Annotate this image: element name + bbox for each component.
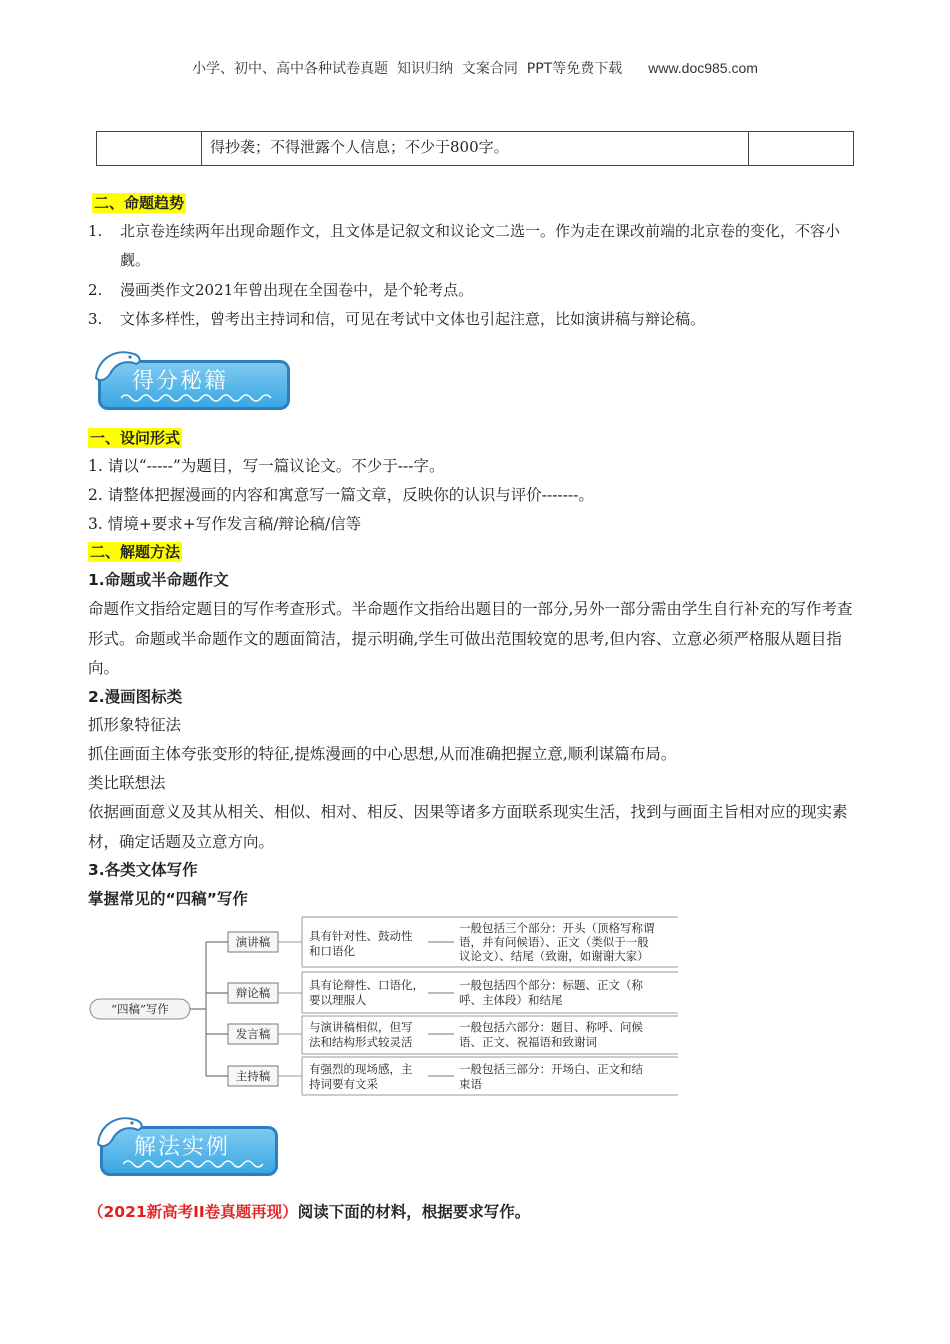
- list-item: 1. 北京卷连续两年出现命题作文，且文体是记叙文和议论文二选一。作为走在课改前端的北京卷的变化，不容小觑。: [88, 222, 841, 269]
- table-cell-empty-right: [749, 132, 854, 166]
- subheading-3-sub: 掌握常见的“四稿”写作: [88, 890, 248, 908]
- diagram-row-feature: 法和结构形式较灵活: [309, 1035, 413, 1049]
- diagram-row: [228, 917, 678, 967]
- example-line: [88, 1198, 863, 1228]
- diagram-row-parts: 一般包括四个部分：标题、正文（称: [459, 978, 643, 992]
- section-heading-methods: 二、解题方法: [90, 543, 181, 561]
- diagram-row-feature: 持词要有文采: [309, 1077, 378, 1091]
- subheading-1: 1.命题或半命题作文: [88, 571, 229, 589]
- diagram-row: [228, 1016, 678, 1054]
- top-table: [96, 131, 854, 166]
- diagram-row-parts: 呼、主体段）和结尾: [459, 993, 563, 1007]
- banner-score-tips: [90, 344, 290, 410]
- page-header: [0, 58, 950, 78]
- four-drafts-diagram: [88, 915, 688, 1097]
- diagram-row-name: 演讲稿: [235, 935, 271, 949]
- diagram-row-parts: 一般包括三部分：开场白、正文和结: [459, 1062, 643, 1076]
- diagram-row-parts: 一般包括三个部分：开头（顶格写称谓: [459, 921, 655, 935]
- diagram-row-feature: 具有针对性、鼓动性: [309, 929, 413, 943]
- header-url[interactable]: www.doc985.com: [648, 60, 758, 76]
- paragraph-2b: 依据画面意义及其从相关、相似、相对、相反、因果等诸多方面联系现实生活，找到与画面主旨相对应的现实素材，确定话题及立意方向。: [88, 803, 848, 851]
- banner-solution-examples: [92, 1110, 278, 1176]
- header-text: 小学、初中、高中各种试卷真题 知识归纳 文案合同 PPT等免费下载: [192, 61, 623, 77]
- subheading-3: 3.各类文体写作: [88, 861, 198, 879]
- diagram-row-parts: 语，并有问候语）、正文（类似于一般: [459, 935, 649, 949]
- diagram-row: [228, 972, 678, 1013]
- diagram-root: [90, 999, 190, 1019]
- diagram-root-label: “四稿”写作: [111, 1002, 169, 1016]
- diagram-row-name: 发言稿: [235, 1027, 271, 1041]
- diagram-row-feature: 有强烈的现场感，主: [309, 1062, 413, 1076]
- list-item: 1. 请以“-----”为题目，写一篇议论文。不少于---字。: [88, 457, 445, 475]
- diagram-row-feature: 和口语化: [309, 944, 355, 958]
- diagram-row-parts: 议论文）、结尾（致谢，如谢谢大家）: [459, 949, 649, 963]
- subheading-2b: 类比联想法: [88, 774, 166, 792]
- diagram-row-name: 辩论稿: [235, 986, 271, 1000]
- diagram-row: [228, 1057, 678, 1095]
- diagram-row-feature: 具有论辩性、口语化，: [309, 978, 424, 992]
- diagram-row-parts: 束语: [459, 1077, 482, 1091]
- subheading-2: 2.漫画图标类: [88, 688, 183, 706]
- list-item: 3. 情境+要求+写作发言稿/辩论稿/信等: [88, 515, 362, 533]
- diagram-row-feature: 要以理服人: [309, 993, 367, 1007]
- list-item: 3. 文体多样性，曾考出主持词和信，可见在考试中文体也引起注意，比如演讲稿与辩论稿。: [88, 310, 706, 328]
- table-cell-empty-left: [97, 132, 202, 166]
- list-item: 2. 漫画类作文2021年曾出现在全国卷中，是个轮考点。: [88, 281, 474, 299]
- banner-title: 解法实例: [134, 1135, 231, 1160]
- diagram-row-parts: 一般包括六部分：题目、称呼、问候: [459, 1020, 643, 1034]
- diagram-row-name: 主持稿: [235, 1069, 271, 1083]
- paragraph-1: 命题作文指给定题目的写作考查形式。半命题作文指给出题目的一部分,另外一部分需由学生自行补充的写作考查形式。命题或半命题作文的题面简洁，提示明确,学生可做出范围较宽的思考,但内容、立意必须严格服从题目指向。: [88, 600, 853, 677]
- list-item: 2. 请整体把握漫画的内容和寓意写一篇文章，反映你的认识与评价-------。: [88, 486, 594, 504]
- subheading-2a: 抓形象特征法: [88, 716, 182, 734]
- section-heading-forms: 一、设问形式: [90, 429, 181, 447]
- diagram-row-parts: 语、正文、祝福语和致谢词: [459, 1035, 597, 1049]
- example-source: （2021新高考II卷真题再现）: [88, 1203, 298, 1221]
- paragraph-2a: 抓住画面主体夸张变形的特征,提炼漫画的中心思想,从而准确把握立意,顺利谋篇布局。: [88, 745, 677, 763]
- diagram-row-feature: 与演讲稿相似，但写: [309, 1020, 413, 1034]
- example-instruction: 阅读下面的材料，根据要求写作。: [297, 1203, 531, 1221]
- section-heading-trend: 二、命题趋势: [94, 194, 185, 212]
- table-cell-text: 得抄袭；不得泄露个人信息；不少于800字。: [202, 132, 749, 166]
- banner-title: 得分秘籍: [132, 369, 229, 394]
